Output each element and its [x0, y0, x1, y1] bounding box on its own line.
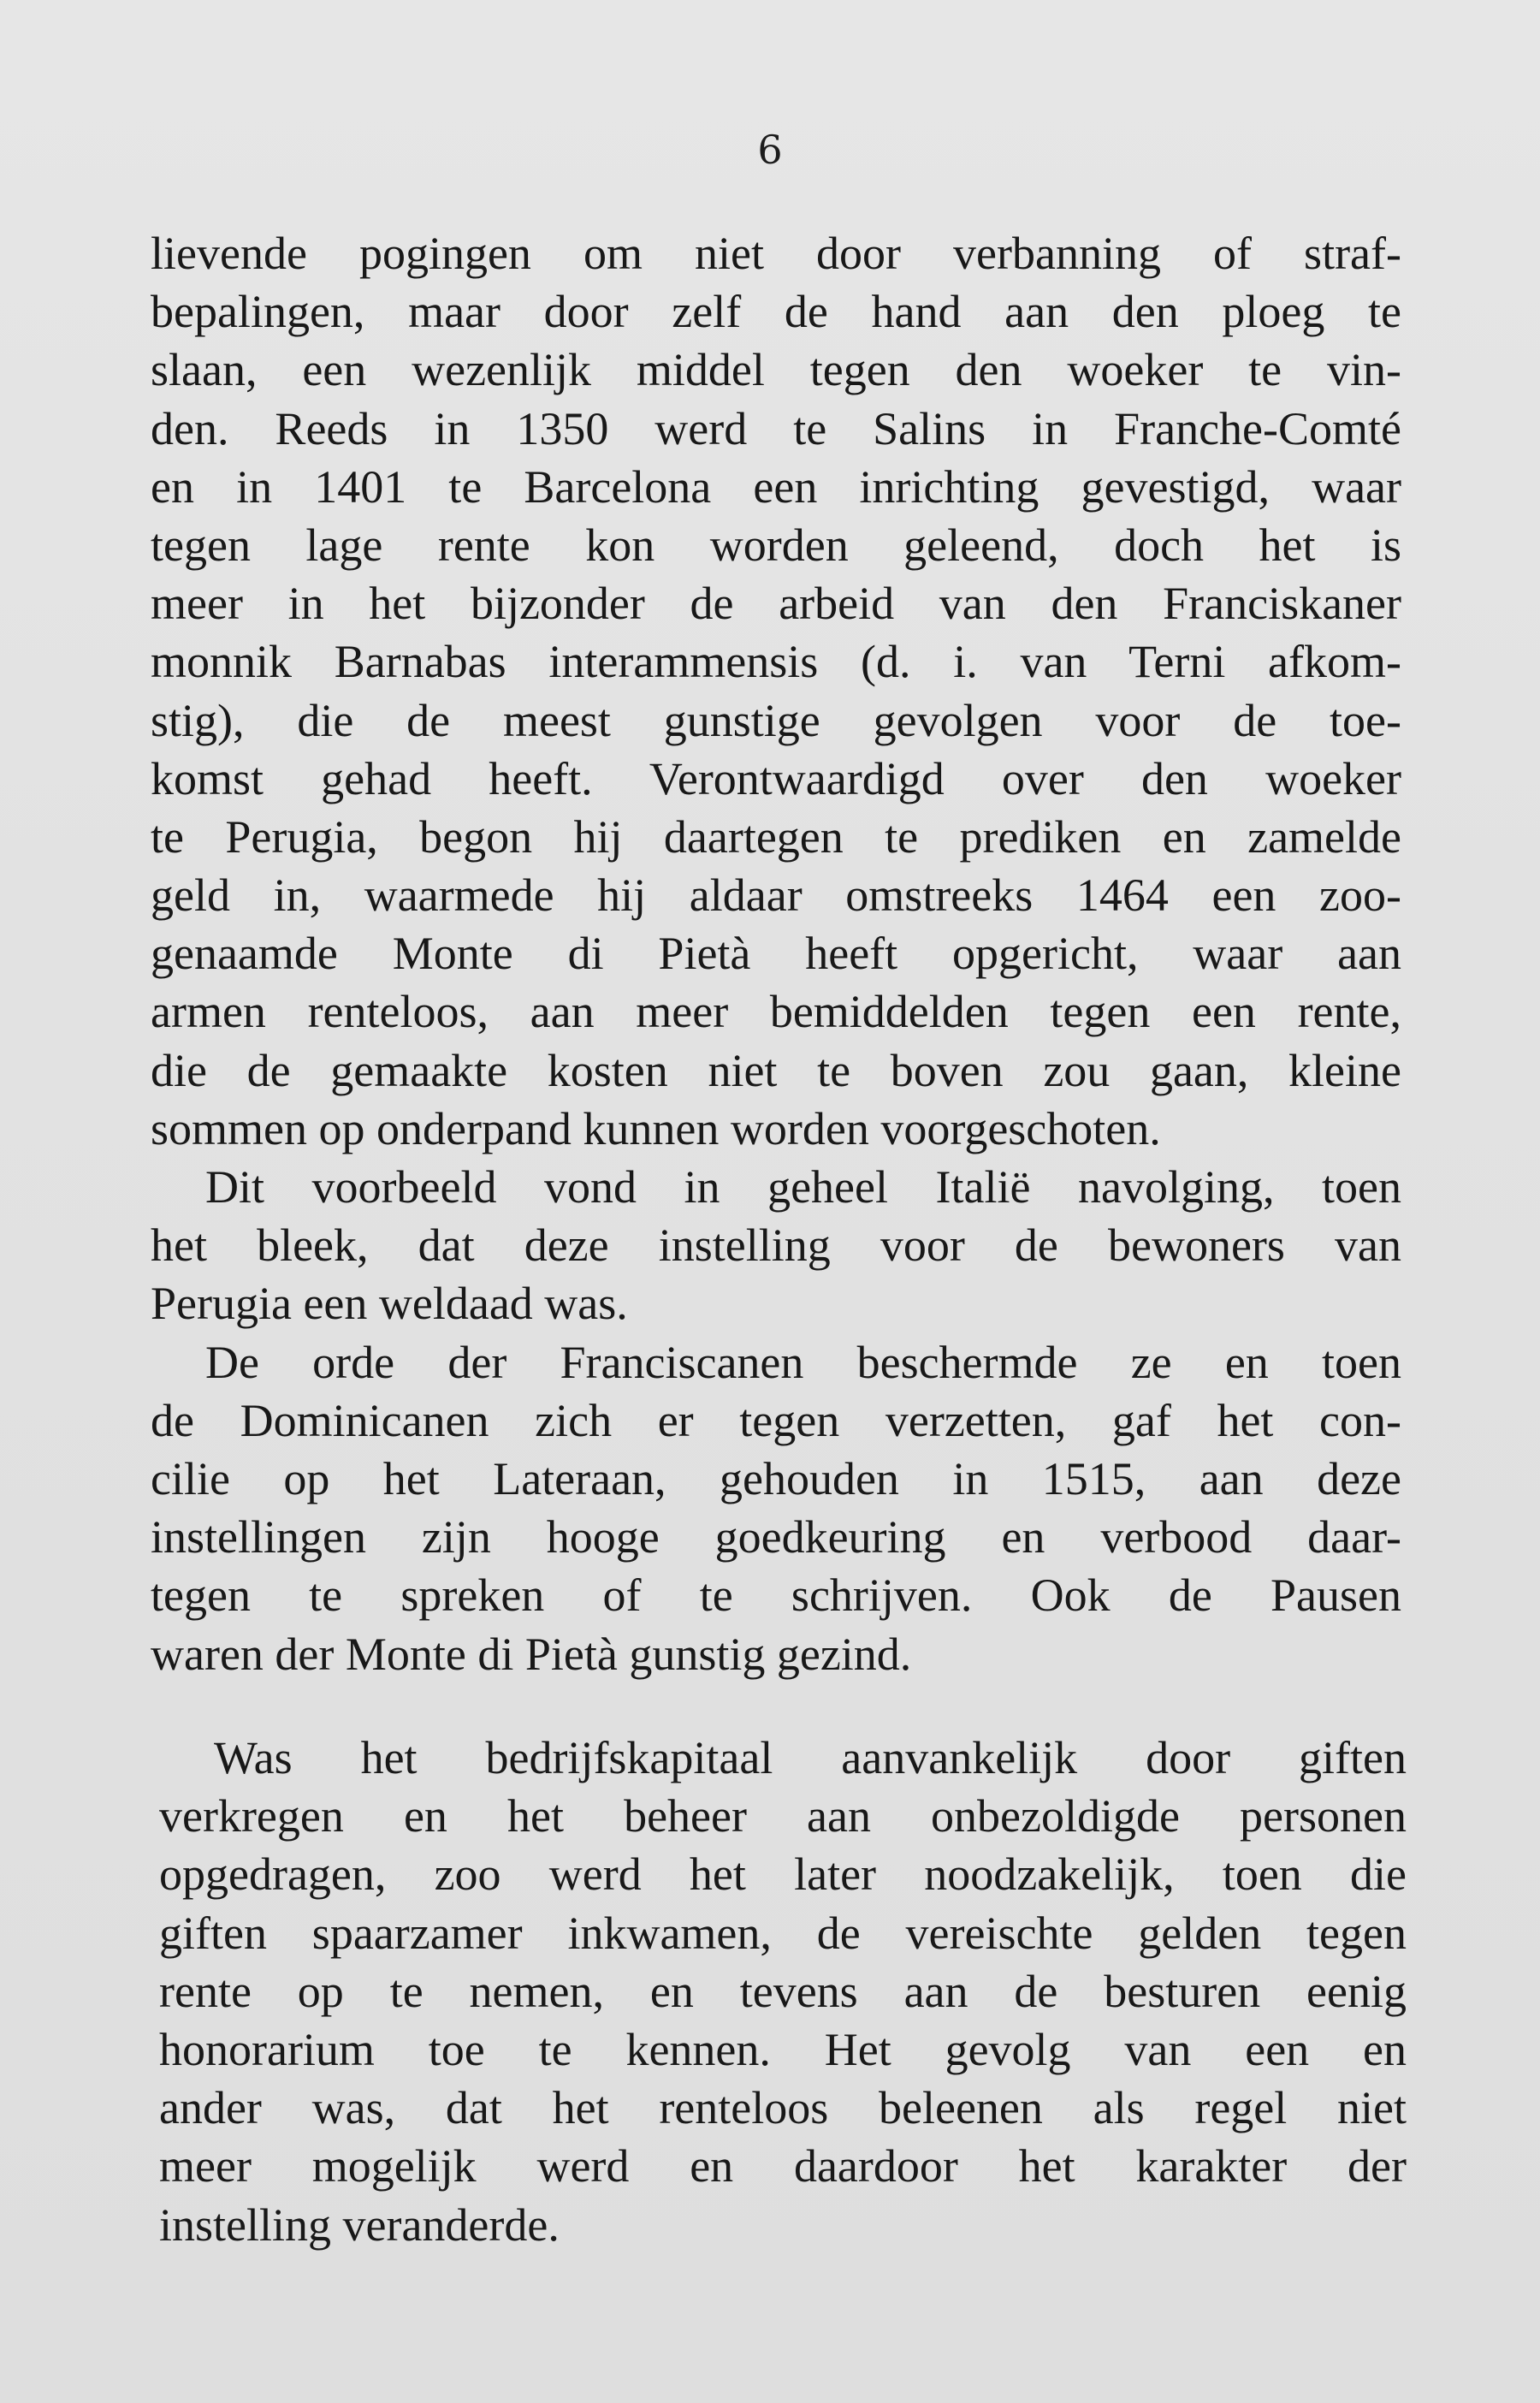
- final-paragraph: [159, 1729, 1407, 2254]
- text-line: ander was, dat het renteloos beleenen als regel niet: [159, 2082, 1407, 2134]
- text-line: verkregen en het beheer aan onbezoldigde personen: [159, 1790, 1407, 1842]
- text-line: slaan, een wezenlijk middel tegen den woeker te vin-: [151, 344, 1401, 396]
- text-line: de Dominicanen zich er tegen verzetten, gaf het con-: [151, 1394, 1401, 1446]
- text-line: lievende pogingen om niet door verbanning of straf-: [151, 228, 1401, 279]
- text-line: opgedragen, zoo werd het later noodzakelijk, toen die: [159, 1848, 1407, 1901]
- text-line: en in 1401 te Barcelona een inrichting gevestigd, waar: [151, 460, 1401, 513]
- text-line: waren der Monte di Pietà gunstig gezind.: [151, 1628, 912, 1680]
- text-line: te Perugia, begon hij daartegen te prediken en zamelde: [151, 810, 1401, 863]
- text-line: rente op te nemen, en tevens aan de besturen eenig: [159, 1965, 1407, 2017]
- text-line: stig), die de meest gunstige gevolgen voor de toe-: [151, 694, 1401, 746]
- text-line: Dit voorbeeld vond in geheel Italië navolging, toen: [205, 1161, 1401, 1213]
- text-line: instellingen zijn hooge goedkeuring en verbood daar-: [151, 1511, 1401, 1563]
- main-text: [151, 224, 1401, 1683]
- text-line: honorarium toe te kennen. Het gevolg van een en: [159, 2023, 1407, 2075]
- text-line: meer mogelijk werd en daardoor het karakter der: [159, 2140, 1407, 2192]
- text-line: tegen lage rente kon worden geleend, doch het is: [151, 519, 1401, 571]
- text-line: cilie op het Lateraan, gehouden in 1515, aan deze: [151, 1452, 1401, 1504]
- page-number: 6: [757, 127, 783, 173]
- text-line: armen renteloos, aan meer bemiddelden tegen een rente,: [151, 986, 1401, 1038]
- text-line: De orde der Franciscanen beschermde ze en toen: [205, 1336, 1401, 1388]
- text-line: komst gehad heeft. Verontwaardigd over den woeker: [151, 752, 1401, 804]
- text-line: die de gemaakte kosten niet te boven zou gaan, kleine: [151, 1044, 1401, 1096]
- text-line: tegen te spreken of te schrijven. Ook de Pausen: [151, 1569, 1401, 1622]
- text-line: Perugia een weldaad was.: [151, 1278, 628, 1330]
- text-line: bepalingen, maar door zelf de hand aan den ploeg te: [151, 286, 1401, 338]
- text-line: giften spaarzamer inkwamen, de vereischte gelden tegen: [159, 1907, 1407, 1959]
- text-line: meer in het bijzonder de arbeid van den Franciskaner: [151, 578, 1401, 630]
- text-line: Was het bedrijfskapitaal aanvankelijk door giften: [214, 1732, 1407, 1783]
- text-line: het bleek, dat deze instelling voor de bewoners van: [151, 1219, 1401, 1272]
- text-line: sommen op onderpand kunnen worden voorgeschoten.: [151, 1102, 1161, 1154]
- text-line: geld in, waarmede hij aldaar omstreeks 1464 een zoo-: [151, 869, 1401, 922]
- text-line: instelling veranderde.: [159, 2198, 560, 2251]
- text-line: genaamde Monte di Pietà heeft opgericht, waar aan: [151, 928, 1401, 980]
- text-line: monnik Barnabas interammensis (d. i. van Terni afkom-: [151, 636, 1401, 688]
- text-line: den. Reeds in 1350 werd te Salins in Franche-Comté: [151, 402, 1401, 454]
